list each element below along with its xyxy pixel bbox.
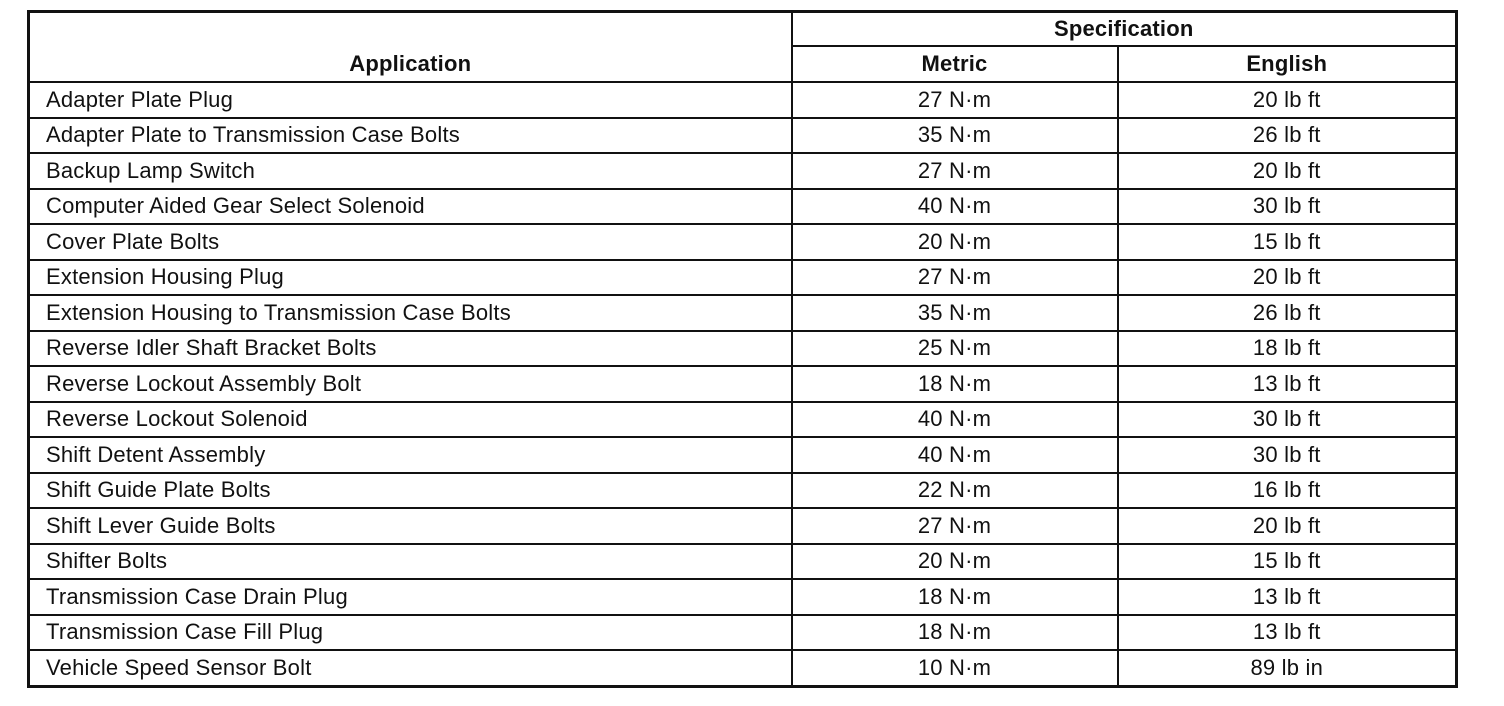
metric-value-cell: 25 N·m	[792, 331, 1118, 367]
application-cell: Transmission Case Drain Plug	[29, 579, 792, 615]
torque-spec-table	[27, 10, 1458, 688]
metric-value-cell: 22 N·m	[792, 473, 1118, 509]
english-value-cell: 30 lb ft	[1118, 437, 1457, 473]
english-value-cell: 15 lb ft	[1118, 544, 1457, 580]
english-value-cell: 89 lb in	[1118, 650, 1457, 686]
metric-value-cell: 18 N·m	[792, 615, 1118, 651]
table-row	[29, 153, 1457, 189]
metric-value-cell: 27 N·m	[792, 153, 1118, 189]
header-row-top	[29, 12, 1457, 47]
table-row	[29, 473, 1457, 509]
metric-value-cell: 20 N·m	[792, 544, 1118, 580]
application-cell: Shift Detent Assembly	[29, 437, 792, 473]
metric-value-cell: 27 N·m	[792, 82, 1118, 118]
metric-value-cell: 18 N·m	[792, 366, 1118, 402]
application-cell: Shift Guide Plate Bolts	[29, 473, 792, 509]
table-body	[29, 82, 1457, 686]
table-row	[29, 189, 1457, 225]
english-value-cell: 20 lb ft	[1118, 82, 1457, 118]
application-column-header: Application	[29, 12, 792, 83]
english-value-cell: 18 lb ft	[1118, 331, 1457, 367]
application-cell: Adapter Plate to Transmission Case Bolts	[29, 118, 792, 154]
english-value-cell: 20 lb ft	[1118, 508, 1457, 544]
english-value-cell: 30 lb ft	[1118, 189, 1457, 225]
metric-value-cell: 18 N·m	[792, 579, 1118, 615]
application-cell: Extension Housing to Transmission Case Bolts	[29, 295, 792, 331]
application-cell: Extension Housing Plug	[29, 260, 792, 296]
application-cell: Cover Plate Bolts	[29, 224, 792, 260]
table-row	[29, 224, 1457, 260]
table-row	[29, 437, 1457, 473]
metric-value-cell: 20 N·m	[792, 224, 1118, 260]
application-cell: Vehicle Speed Sensor Bolt	[29, 650, 792, 686]
application-cell: Shift Lever Guide Bolts	[29, 508, 792, 544]
metric-value-cell: 35 N·m	[792, 295, 1118, 331]
application-cell: Reverse Lockout Solenoid	[29, 402, 792, 438]
english-column-header: English	[1118, 46, 1457, 82]
table-row	[29, 260, 1457, 296]
application-cell: Shifter Bolts	[29, 544, 792, 580]
table-row	[29, 650, 1457, 686]
table-row	[29, 579, 1457, 615]
table-row	[29, 331, 1457, 367]
english-value-cell: 26 lb ft	[1118, 118, 1457, 154]
metric-value-cell: 27 N·m	[792, 260, 1118, 296]
table-row	[29, 295, 1457, 331]
application-cell: Reverse Lockout Assembly Bolt	[29, 366, 792, 402]
table-row	[29, 544, 1457, 580]
application-cell: Backup Lamp Switch	[29, 153, 792, 189]
application-cell: Adapter Plate Plug	[29, 82, 792, 118]
table-row	[29, 508, 1457, 544]
table-row	[29, 366, 1457, 402]
english-value-cell: 13 lb ft	[1118, 579, 1457, 615]
english-value-cell: 15 lb ft	[1118, 224, 1457, 260]
metric-value-cell: 40 N·m	[792, 189, 1118, 225]
table-row	[29, 615, 1457, 651]
english-value-cell: 26 lb ft	[1118, 295, 1457, 331]
english-value-cell: 30 lb ft	[1118, 402, 1457, 438]
table-row	[29, 118, 1457, 154]
metric-value-cell: 10 N·m	[792, 650, 1118, 686]
specification-group-header: Specification	[792, 12, 1457, 47]
metric-value-cell: 40 N·m	[792, 402, 1118, 438]
english-value-cell: 13 lb ft	[1118, 366, 1457, 402]
table-header	[29, 12, 1457, 83]
application-cell: Computer Aided Gear Select Solenoid	[29, 189, 792, 225]
metric-column-header: Metric	[792, 46, 1118, 82]
english-value-cell: 16 lb ft	[1118, 473, 1457, 509]
metric-value-cell: 35 N·m	[792, 118, 1118, 154]
metric-value-cell: 40 N·m	[792, 437, 1118, 473]
metric-value-cell: 27 N·m	[792, 508, 1118, 544]
english-value-cell: 20 lb ft	[1118, 260, 1457, 296]
english-value-cell: 20 lb ft	[1118, 153, 1457, 189]
application-cell: Transmission Case Fill Plug	[29, 615, 792, 651]
english-value-cell: 13 lb ft	[1118, 615, 1457, 651]
table-row	[29, 82, 1457, 118]
application-cell: Reverse Idler Shaft Bracket Bolts	[29, 331, 792, 367]
table-row	[29, 402, 1457, 438]
